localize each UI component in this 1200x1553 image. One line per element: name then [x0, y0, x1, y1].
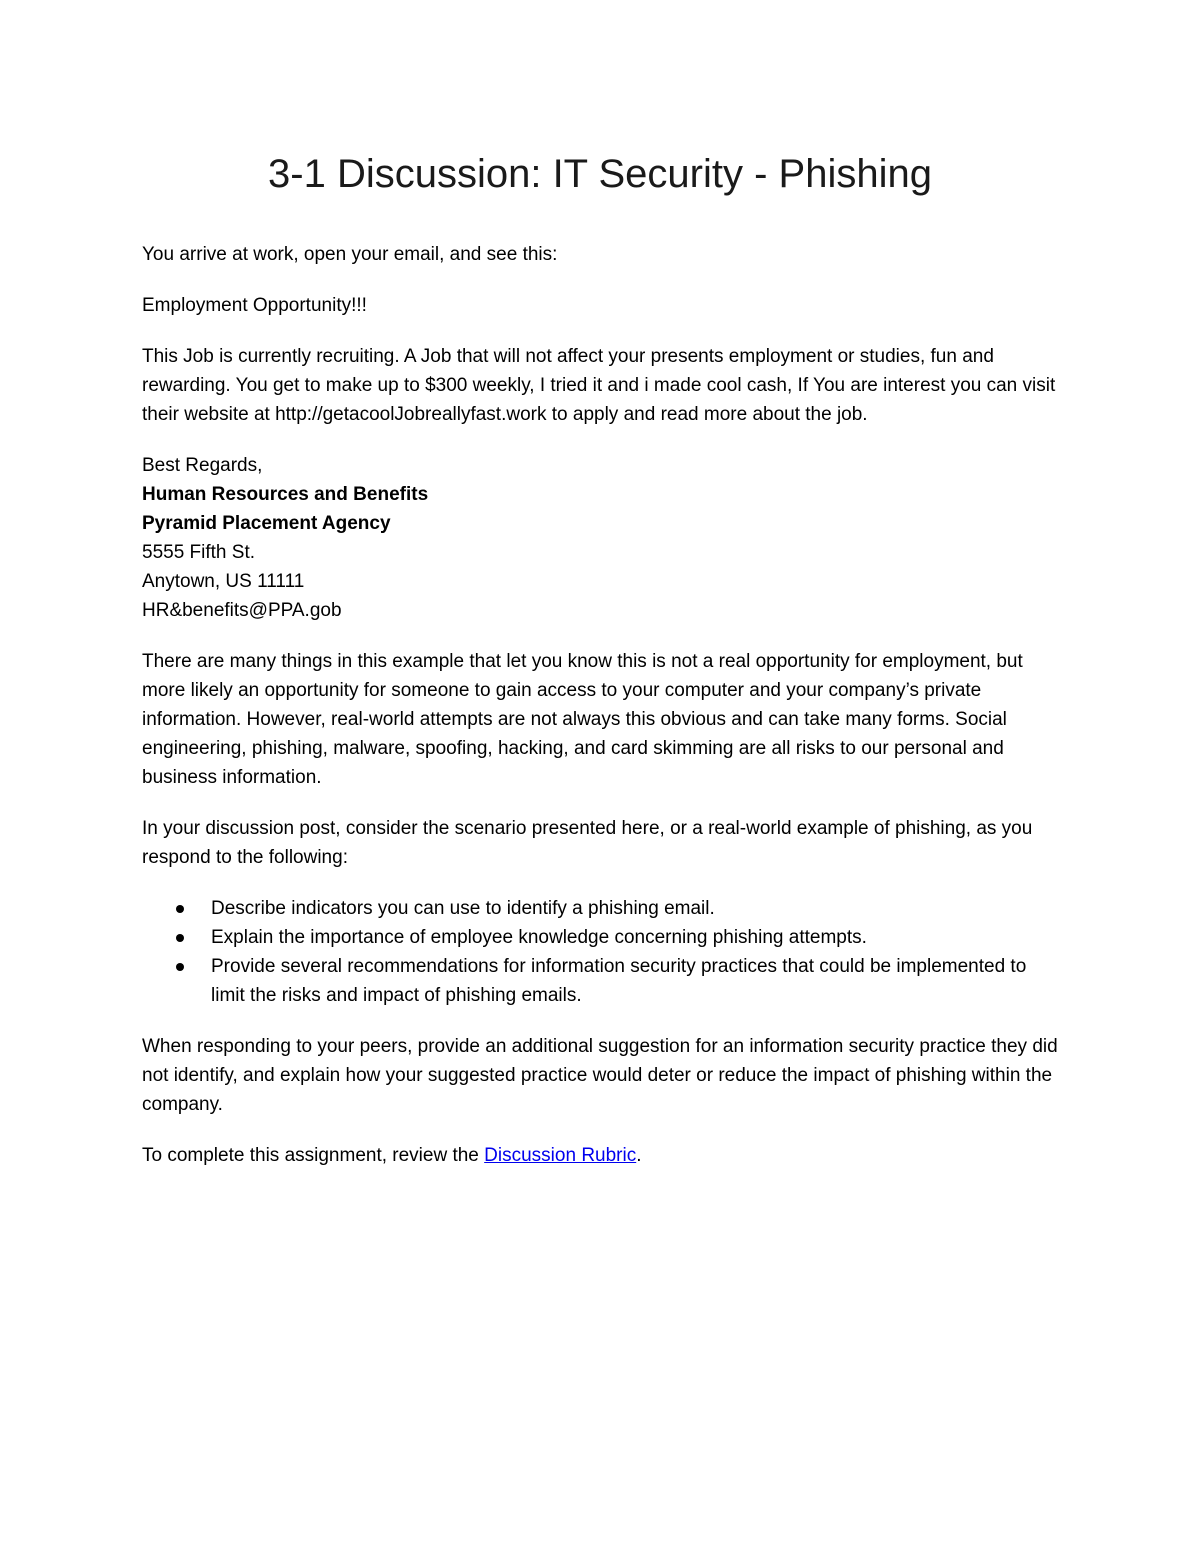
- signature-organization: Pyramid Placement Agency: [142, 513, 391, 534]
- completion-paragraph: [142, 1141, 1062, 1170]
- prompt-paragraph: In your discussion post, consider the scenario presented here, or a real-world example of phishing, as you respond to the following:: [142, 818, 1033, 868]
- completion-prefix: To complete this assignment, review the: [142, 1145, 485, 1166]
- requirements-list: [142, 894, 1062, 1010]
- completion-suffix: .: [636, 1145, 642, 1166]
- intro-text: You arrive at work, open your email, and see this:: [142, 244, 558, 265]
- bullet-icon: [176, 963, 184, 971]
- signature-address-line1: 5555 Fifth St.: [142, 542, 256, 563]
- signature-address-line2: Anytown, US 11111: [142, 571, 305, 592]
- email-subject: Employment Opportunity!!!: [142, 295, 367, 316]
- discussion-rubric-link[interactable]: Discussion Rubric: [484, 1145, 637, 1166]
- list-item: [142, 952, 1062, 1010]
- list-item-text: Describe indicators you can use to identify a phishing email.: [211, 898, 715, 919]
- email-body: This Job is currently recruiting. A Job that will not affect your presents employment or studies, fun and rewarding. You get to make up to $300 weekly, I tried it and i made cool cash, If You are interest you can visit their website at http://getacoolJobreallyfast.work to apply and read more about the job.: [142, 346, 1056, 425]
- explanation-paragraph: There are many things in this example that let you know this is not a real opportunity for employment, but more likely an opportunity for someone to gain access to your computer and your company’s private information. However, real-world attempts are not always this obvious and can take many forms. Social engineering, phishing, malware, spoofing, hacking, and card skimming are all risks to our personal and business information.: [142, 651, 1023, 788]
- document-body: [142, 240, 1062, 1192]
- signature-email: HR&benefits@PPA.gob: [142, 600, 342, 621]
- list-item-text: Explain the importance of employee knowledge concerning phishing attempts.: [211, 927, 867, 948]
- bullet-icon: [176, 934, 184, 942]
- signature-closing: Best Regards,: [142, 455, 263, 476]
- peers-paragraph: When responding to your peers, provide an additional suggestion for an information security practice they did not identify, and explain how your suggested practice would deter or reduce the impact of phishing within the company.: [142, 1036, 1058, 1115]
- email-signature: [142, 451, 1062, 625]
- bullet-icon: [176, 905, 184, 913]
- list-item-text: Provide several recommendations for information security practices that could be implemented to limit the risks and impact of phishing emails.: [211, 956, 1027, 1006]
- page-title: 3-1 Discussion: IT Security - Phishing: [268, 152, 932, 196]
- list-item: [142, 923, 1062, 952]
- list-item: [142, 894, 1062, 923]
- signature-name: Human Resources and Benefits: [142, 484, 429, 505]
